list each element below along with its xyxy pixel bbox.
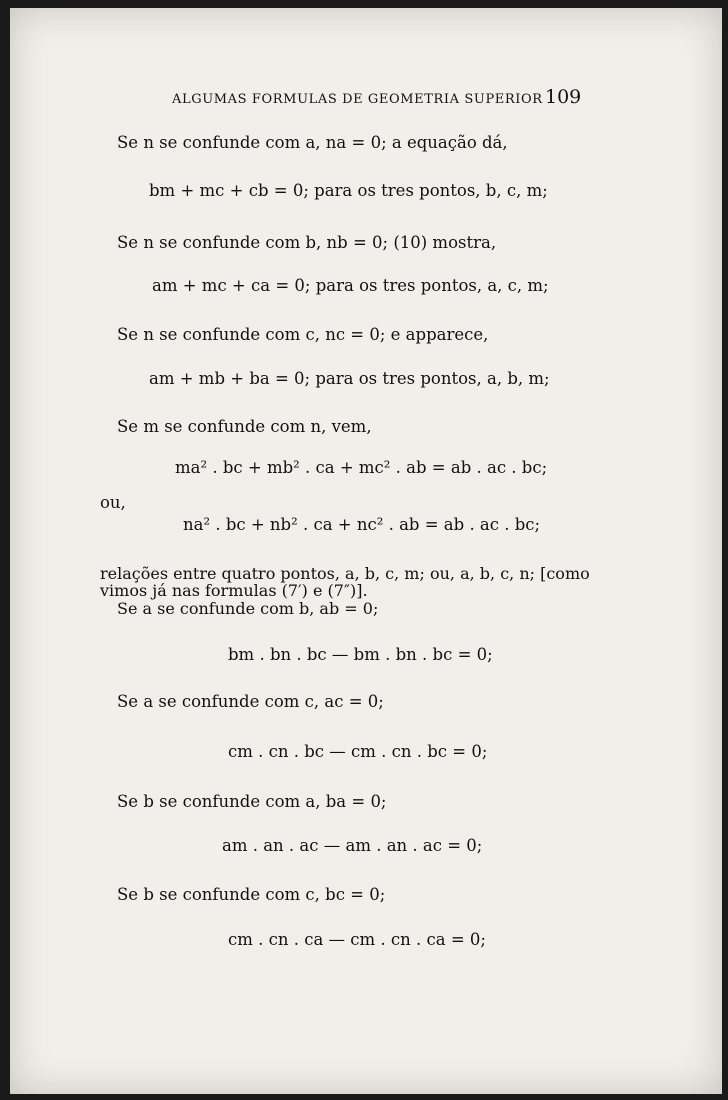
text-line-13: Se a se confunde com b, ab = 0;	[117, 599, 379, 618]
text-line-7: Se m se confunde com n, vem,	[117, 417, 372, 436]
equation-line-10: na² . bc + nb² . ca + nc² . ab = ab . ac . bc;	[183, 515, 541, 534]
text-line-19: Se b se confunde com c, bc = 0;	[117, 885, 386, 904]
page-number: 109	[545, 86, 582, 108]
equation-line-14: bm . bn . bc — bm . bn . bc = 0;	[228, 645, 493, 664]
text-line-1: Se n se confunde com a, na = 0; a equação dá,	[117, 133, 508, 152]
equation-line-8: ma² . bc + mb² . ca + mc² . ab = ab . ac . bc;	[175, 458, 548, 477]
equation-line-18: am . an . ac — am . an . ac = 0;	[222, 836, 483, 855]
text-line-11: relações entre quatro pontos, a, b, c, m; ou, a, b, c, n; [como	[100, 564, 590, 583]
text-line-12: vimos já nas formulas (7′) e (7″)].	[100, 581, 368, 600]
text-line-9: ou,	[100, 493, 126, 512]
equation-line-6: am + mb + ba = 0; para os tres pontos, a, b, m;	[149, 369, 550, 388]
equation-line-4: am + mc + ca = 0; para os tres pontos, a, c, m;	[152, 276, 549, 295]
running-title: ALGUMAS FORMULAS DE GEOMETRIA SUPERIOR	[172, 92, 543, 107]
text-line-5: Se n se confunde com c, nc = 0; e apparece,	[117, 325, 489, 344]
equation-line-16: cm . cn . bc — cm . cn . bc = 0;	[228, 742, 488, 761]
equation-line-20: cm . cn . ca — cm . cn . ca = 0;	[228, 930, 486, 949]
text-line-3: Se n se confunde com b, nb = 0; (10) mostra,	[117, 233, 497, 252]
text-line-15: Se a se confunde com c, ac = 0;	[117, 692, 384, 711]
text-line-17: Se b se confunde com a, ba = 0;	[117, 792, 387, 811]
equation-line-2: bm + mc + cb = 0; para os tres pontos, b, c, m;	[149, 181, 548, 200]
